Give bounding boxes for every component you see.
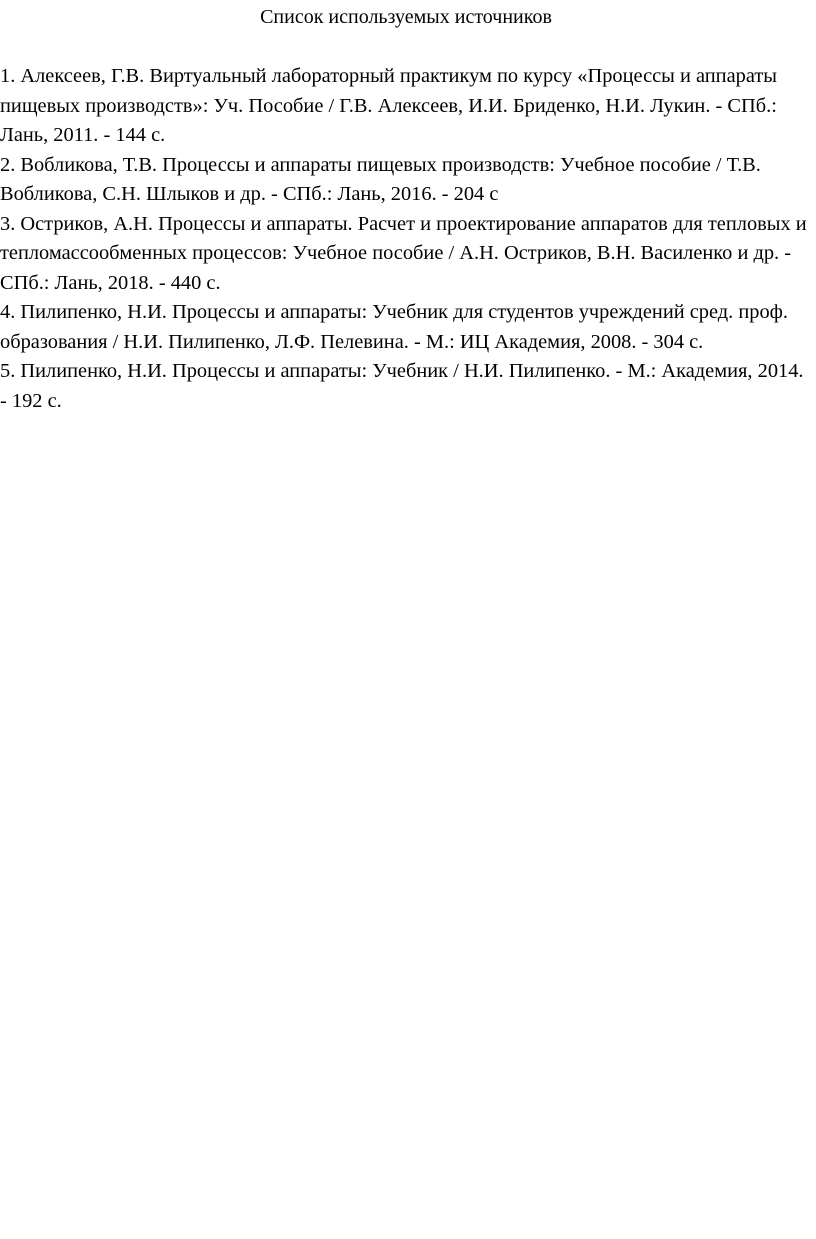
reference-item-3: 3. Остриков, А.Н. Процессы и аппараты. Расчет и проектирование аппаратов для тепловых и тепломассообменных процессов: Учебное пособие / А.Н. Остриков, В.Н. Василенко и др. - СПб.: Лань, 2018. - 440 с. [0, 212, 807, 294]
reference-list [0, 62, 812, 416]
reference-item-1: 1. Алексеев, Г.В. Виртуальный лабораторный практикум по курсу «Процессы и аппараты пищевых производств»: Уч. Пособие / Г.В. Алексеев, И.И. Бриденко, Н.И. Лукин. - СПб.: Лань, 2011. - 144 с. [0, 65, 777, 146]
reference-item-5: 5. Пилипенко, Н.И. Процессы и аппараты: Учебник / Н.И. Пилипенко. - М.: Академия, 2014. - 192 с. [0, 360, 804, 412]
page-title: Список используемых источников [260, 6, 552, 28]
reference-item-2: 2. Вобликова, Т.В. Процессы и аппараты пищевых производств: Учебное пособие / Т.В. Вобликова, С.Н. Шлыков и др. - СПб.: Лань, 2016. - 204 с [0, 153, 761, 205]
reference-item-4: 4. Пилипенко, Н.И. Процессы и аппараты: Учебник для студентов учреждений сред. проф. образования / Н.И. Пилипенко, Л.Ф. Пелевина. - М.: ИЦ Академия, 2008. - 304 с. [0, 301, 788, 353]
